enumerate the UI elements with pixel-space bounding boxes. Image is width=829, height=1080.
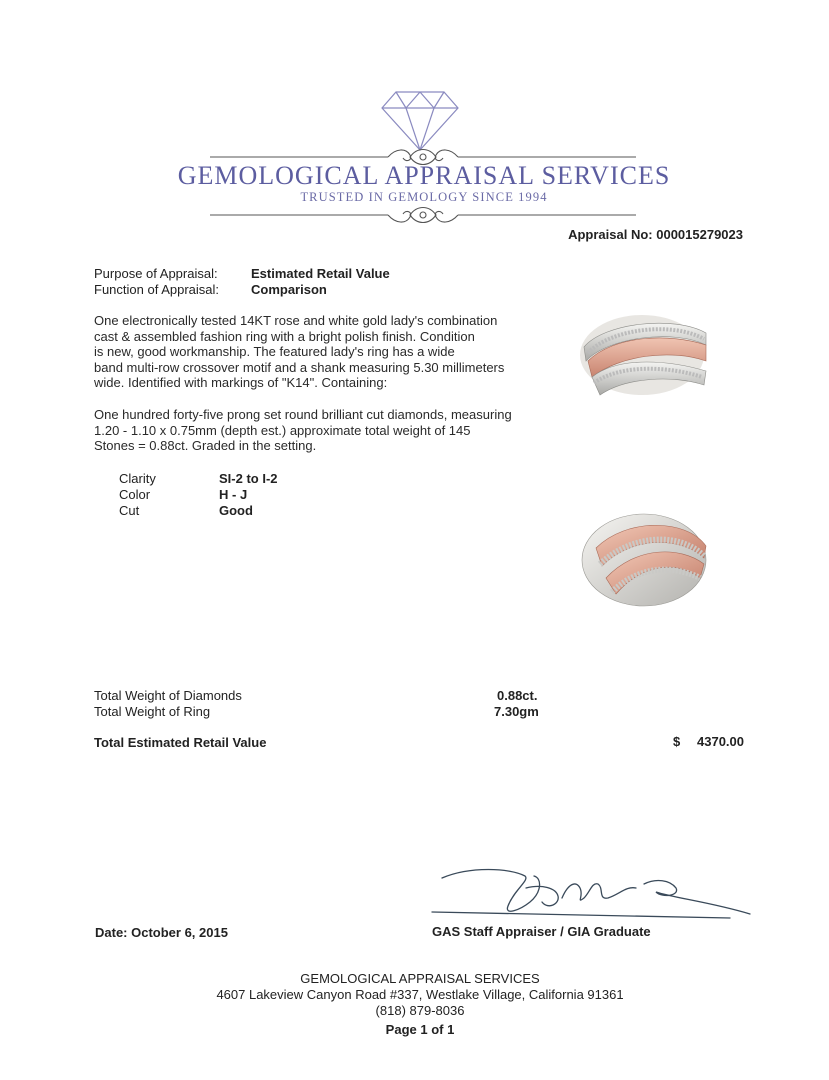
- appraisal-number-value: 000015279023: [656, 227, 743, 242]
- currency-symbol: $: [673, 734, 681, 749]
- appraiser-signature: [430, 858, 755, 928]
- color-value: H - J: [219, 487, 248, 502]
- purpose-value: Estimated Retail Value: [251, 266, 390, 281]
- footer-address: 4607 Lakeview Canyon Road #337, Westlake Village, California 91361: [216, 987, 624, 1002]
- footer-phone: (818) 879-8036: [375, 1003, 465, 1018]
- diamond-line: 1.20 - 1.10 x 0.75mm (depth est.) approximate total weight of 145: [94, 422, 471, 438]
- clarity-value: SI-2 to I-2: [219, 471, 278, 486]
- diamond-weight-value: 0.88ct.: [497, 688, 538, 703]
- ring-weight-value: 7.30gm: [494, 704, 539, 719]
- ring-photo-front: [576, 508, 712, 612]
- appraiser-title: GAS Staff Appraiser / GIA Graduate: [432, 924, 651, 939]
- diamond-weight-label: Total Weight of Diamonds: [94, 688, 242, 703]
- appraisal-number-label: Appraisal No:: [568, 227, 653, 242]
- description-line: is new, good workmanship. The featured lady's ring has a wide: [94, 344, 455, 360]
- cut-label: Cut: [119, 503, 140, 518]
- ring-photo-angle: [574, 305, 714, 405]
- company-name-heading: GEMOLOGICAL APPRAISAL SERVICES: [177, 161, 671, 190]
- page-number: Page 1 of 1: [385, 1022, 455, 1037]
- clarity-label: Clarity: [119, 471, 156, 486]
- description-line: One electronically tested 14KT rose and white gold lady's combination: [94, 313, 498, 328]
- diamond-description: [94, 407, 512, 454]
- ring-description: [94, 313, 504, 391]
- ornament-divider-bottom: [210, 204, 636, 226]
- purpose-label: Purpose of Appraisal:: [94, 266, 218, 281]
- appraisal-date: Date: October 6, 2015: [95, 925, 228, 940]
- company-tagline: TRUSTED IN GEMOLOGY SINCE 1994: [300, 190, 548, 204]
- retail-value-label: Total Estimated Retail Value: [94, 735, 267, 750]
- footer-company: GEMOLOGICAL APPRAISAL SERVICES: [300, 971, 540, 986]
- cut-value: Good: [219, 503, 253, 518]
- appraisal-number: [568, 227, 743, 242]
- color-label: Color: [119, 487, 151, 502]
- function-label: Function of Appraisal:: [94, 282, 220, 297]
- diamond-line: Stones = 0.88ct. Graded in the setting.: [94, 438, 317, 454]
- retail-value-amount: 4370.00: [697, 734, 744, 749]
- description-line: cast & assembled fashion ring with a bright polish finish. Condition: [94, 328, 475, 344]
- ring-weight-label: Total Weight of Ring: [94, 704, 211, 719]
- function-value: Comparison: [251, 282, 327, 297]
- description-line: wide. Identified with markings of "K14". Containing:: [94, 375, 388, 391]
- diamond-line: One hundred forty-five prong set round brilliant cut diamonds, measuring: [94, 407, 512, 422]
- description-line: band multi-row crossover motif and a shank measuring 5.30 millimeters: [94, 359, 505, 375]
- diamond-logo-icon: [380, 90, 460, 152]
